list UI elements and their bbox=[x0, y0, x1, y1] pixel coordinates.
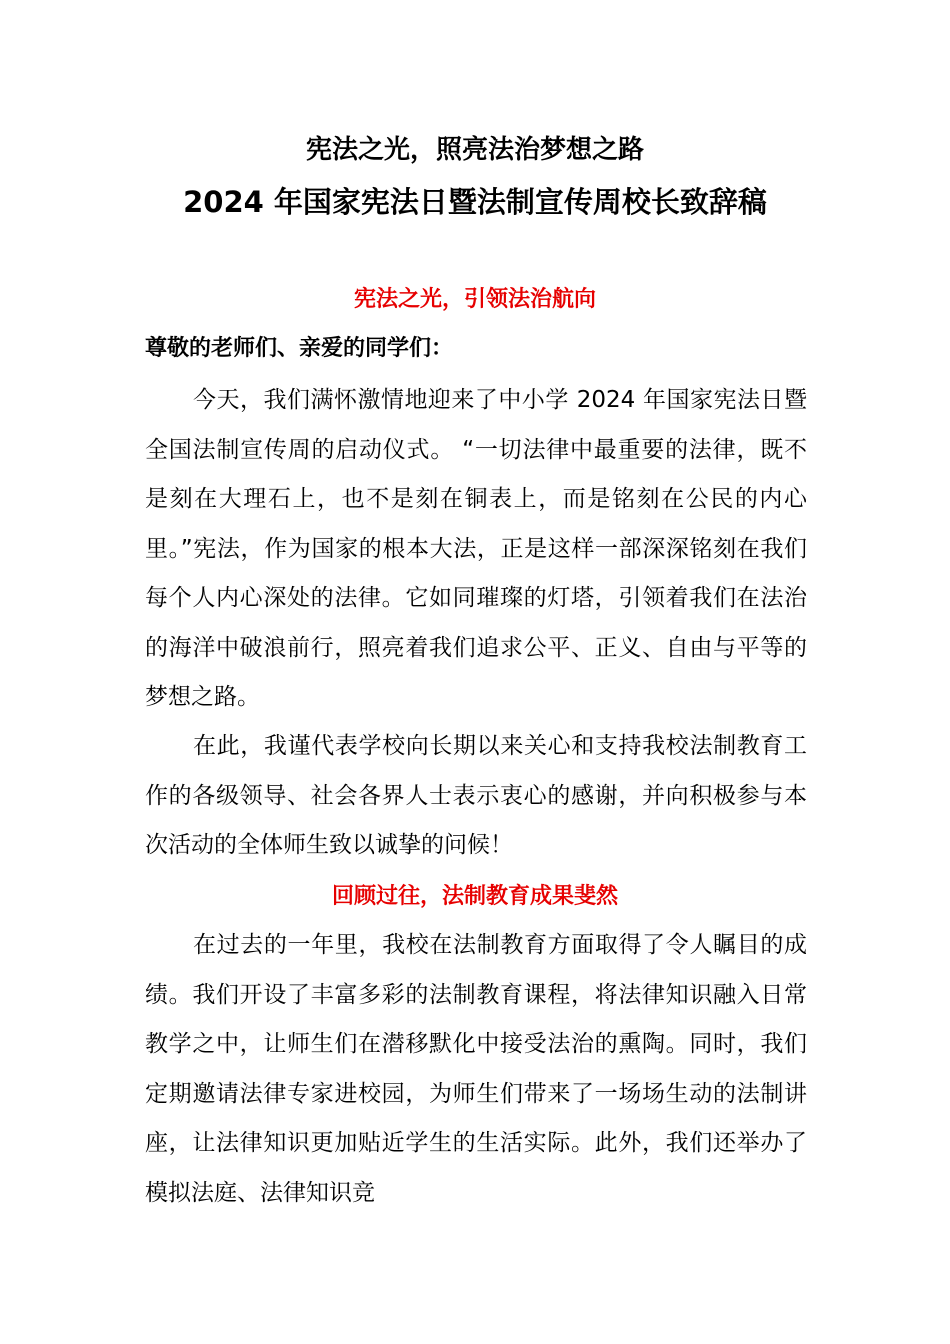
paragraph-1: 今天，我们满怀激情地迎来了中小学 2024 年国家宪法日暨全国法制宣传周的启动仪式。 “一切法律中最重要的法律，既不是刻在大理石上，也不是刻在铜表上，而是铭刻在公民的内心里。”宪法，作为国家的根本大法，正是这样一部深深铭刻在我们每个人内心深处的法律。它如同璀璨的灯塔，引领着我们在法治的海洋中破浪前行，照亮着我们追求公平、正义、自由与平等的梦想之路。 bbox=[145, 387, 807, 710]
section-heading-2: 回顾过往，法制教育成果斐然 bbox=[331, 884, 618, 909]
document-subtitle: 2024 年国家宪法日暨法制宣传周校长致辞稿 bbox=[183, 185, 767, 219]
paragraph-3: 在过去的一年里，我校在法制教育方面取得了令人瞩目的成绩。我们开设了丰富多彩的法制教育课程，将法律知识融入日常教学之中，让师生们在潜移默化中接受法治的熏陶。同时，我们定期邀请法律专家进校园，为师生们带来了一场场生动的法制讲座，让法律知识更加贴近学生的生活实际。此外，我们还举办了模拟法庭、法律知识竞 bbox=[145, 932, 807, 1206]
document-title: 宪法之光，照亮法治梦想之路 bbox=[305, 135, 644, 165]
salutation: 尊敬的老师们、亲爱的同学们： bbox=[145, 336, 454, 361]
paragraph-2: 在此，我谨代表学校向长期以来关心和支持我校法制教育工作的各级领导、社会各界人士表示衷心的感谢，并向积极参与本次活动的全体师生致以诚挚的问候！ bbox=[145, 733, 807, 858]
section-heading-1: 宪法之光，引领法治航向 bbox=[353, 287, 596, 312]
